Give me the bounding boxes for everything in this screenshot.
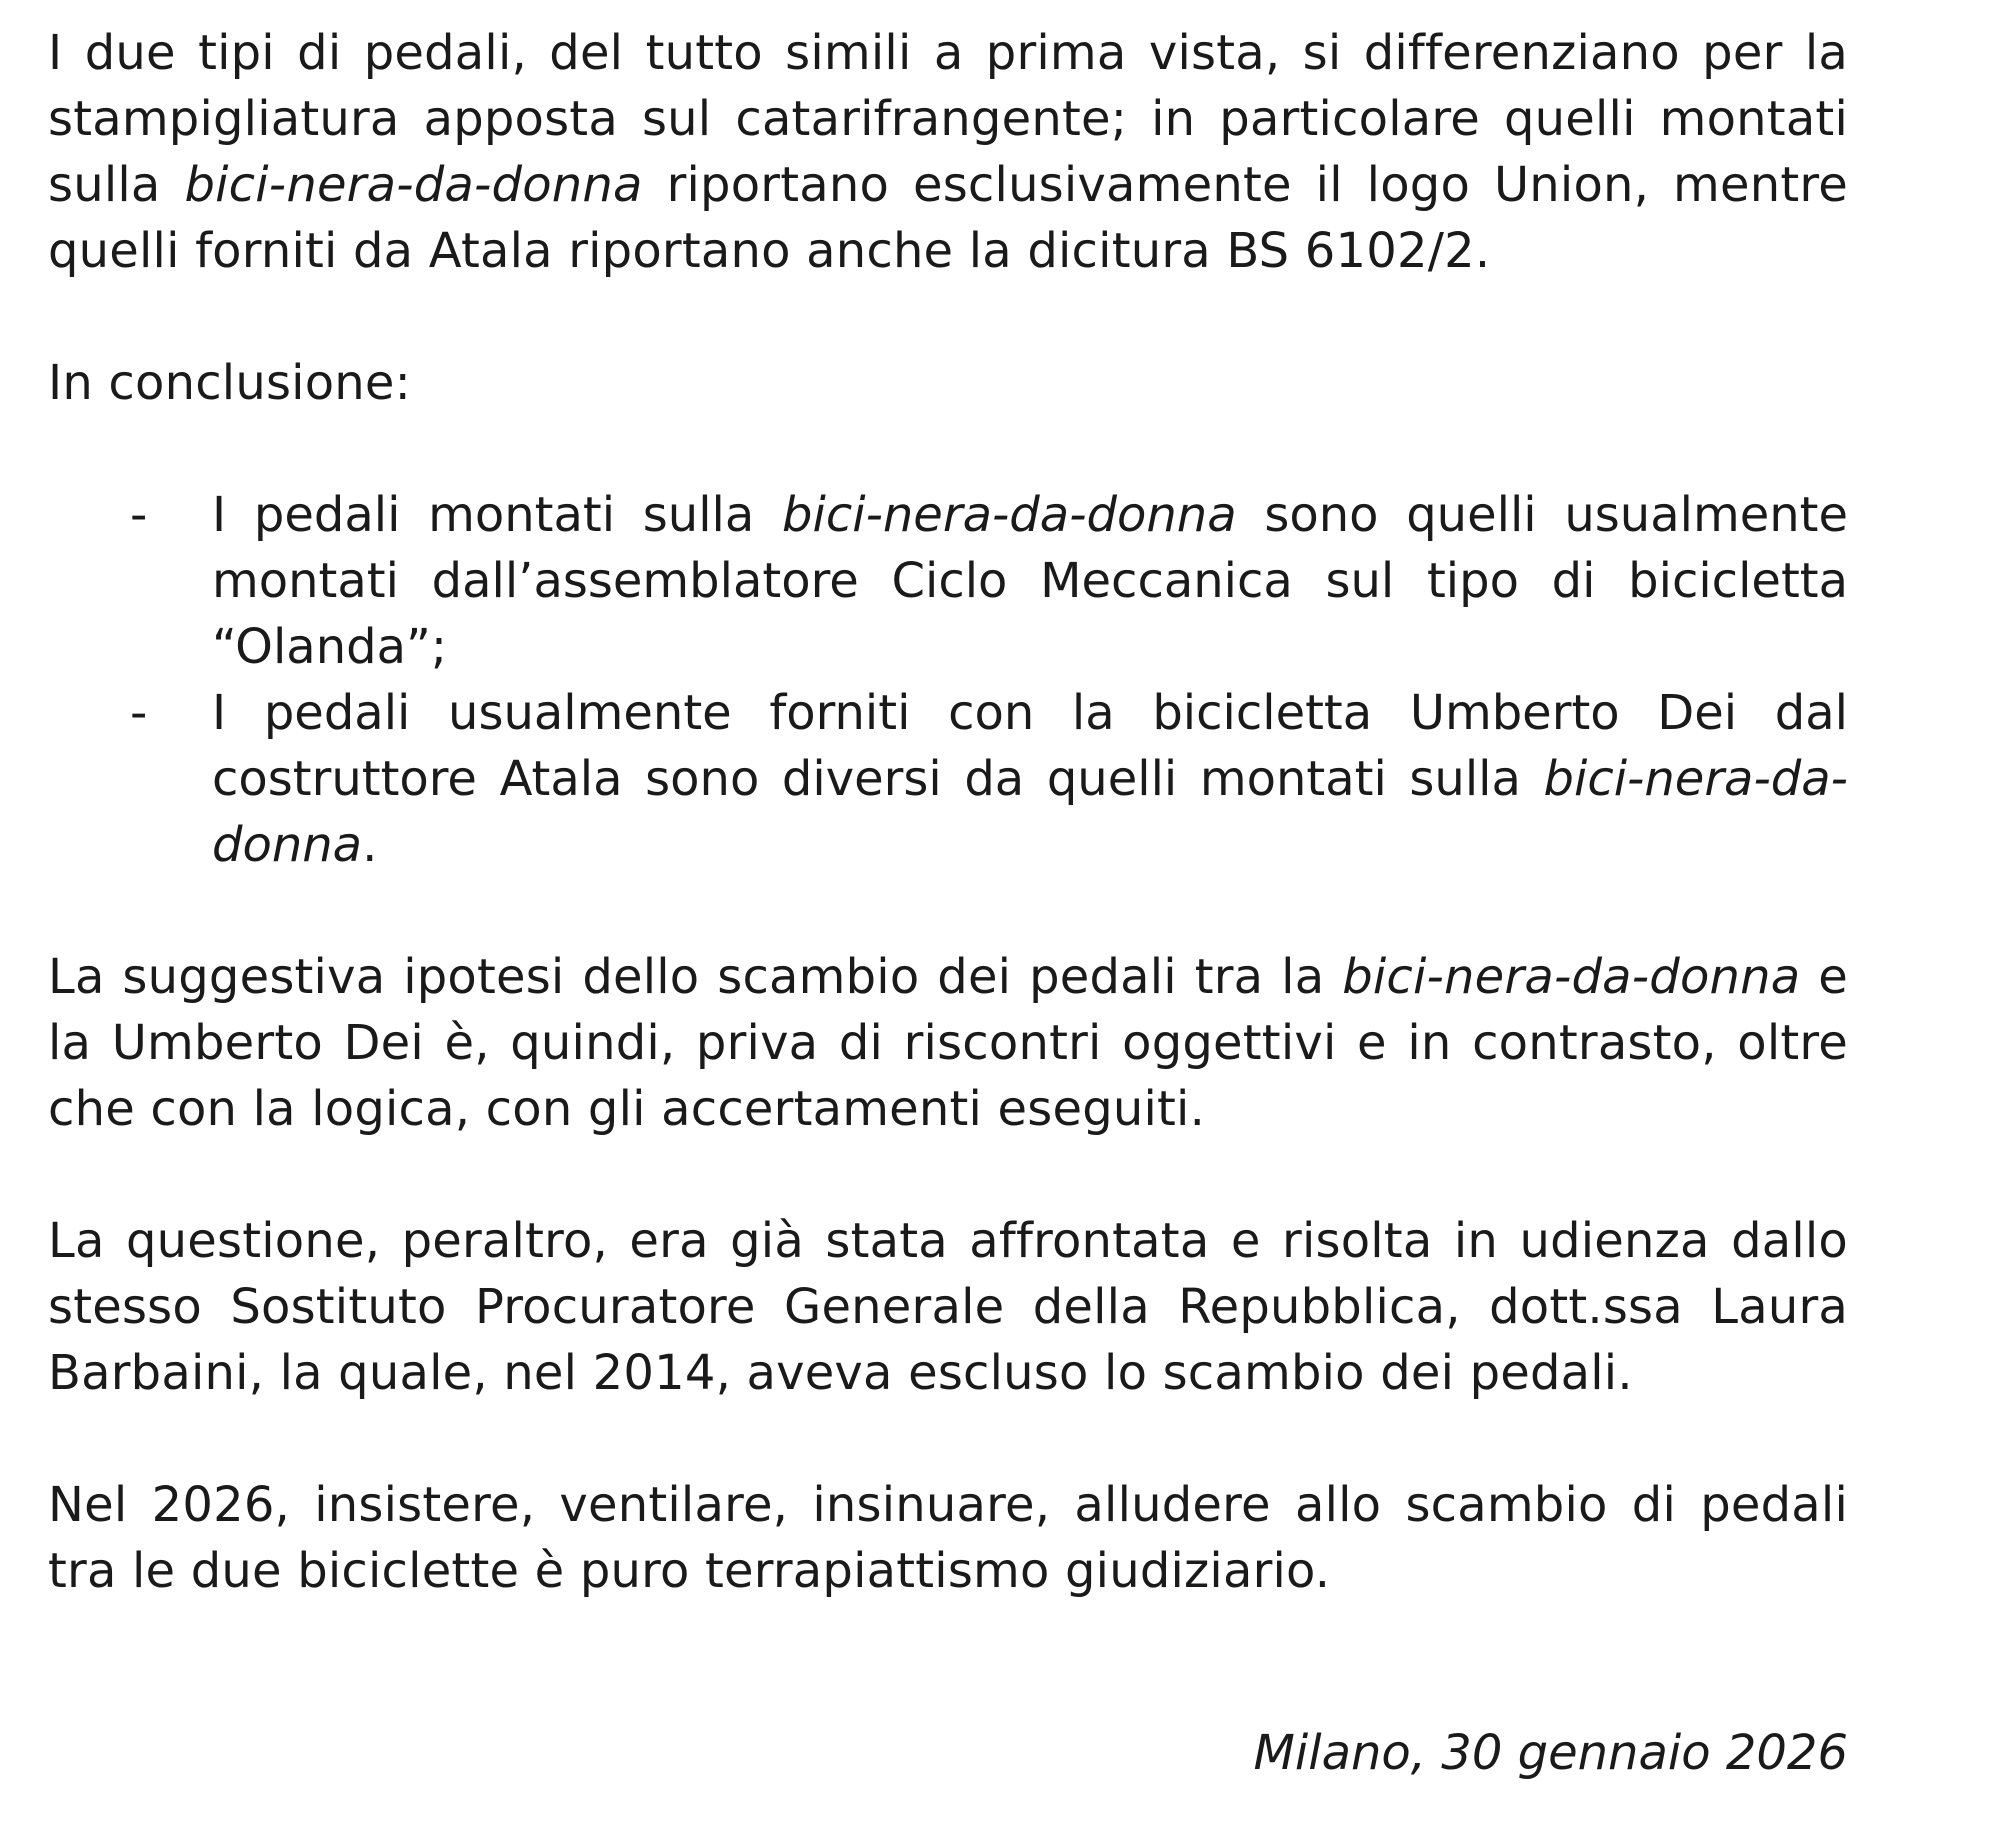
text: I pedali montati sulla — [212, 487, 783, 543]
place-date-signature: Milano, 30 gennaio 2026 — [1253, 1725, 1848, 1781]
text: sono quelli usualmente montati dall’assemblatore Ciclo Meccanica sul tipo di bicicletta “Olanda”; — [212, 487, 1849, 675]
list-item — [48, 680, 1848, 878]
paragraph-question-resolved: La questione, peraltro, era già stata affrontata e risolta in udienza dallo stesso Sostituto Procuratore Generale della Repubblica, dott.ssa Laura Barbaini, la quale, nel 2014, aveva escluso lo scambio dei pedali. — [48, 1213, 1848, 1401]
list-dash: - — [130, 685, 148, 741]
text: La suggestiva ipotesi dello scambio dei pedali tra la — [48, 949, 1343, 1005]
text: . — [362, 817, 378, 873]
list-item — [48, 482, 1848, 680]
conclusion-list — [48, 482, 1848, 878]
text: riportano esclusivamente il logo Union, mentre quelli forniti da Atala riportano anche la dicitura BS 6102/2. — [48, 157, 1848, 279]
paragraph-closing: Nel 2026, insistere, ventilare, insinuare, alludere allo scambio di pedali tra le due biciclette è puro terrapiattismo giudiziario. — [48, 1477, 1848, 1599]
italic-term: bici-nera-da-donna — [1342, 949, 1801, 1005]
list-dash: - — [130, 487, 148, 543]
text: I due tipi di pedali, del tutto simili a prima vista, si differenziano per la stampigliatura apposta sul catarifrangente; in particolare quelli montati sulla — [48, 25, 1848, 213]
paragraph-conclusion-heading: In conclusione: — [48, 355, 411, 411]
text: e la Umberto Dei è, quindi, priva di riscontri oggettivi e in contrasto, oltre che con la logica, con gli accertamenti eseguiti. — [48, 949, 1848, 1137]
italic-term: bici-nera-da-donna — [184, 157, 643, 213]
paragraph-pedal-types — [48, 20, 1848, 284]
italic-term: bici-nera-da-donna — [782, 487, 1237, 543]
text: I pedali usualmente forniti con la bicicletta Umberto Dei dal costruttore Atala sono diversi da quelli montati sulla — [212, 685, 1848, 807]
paragraph-hypothesis — [48, 944, 1848, 1142]
document-body — [48, 20, 1848, 1604]
italic-term: bici-nera-da-donna — [212, 751, 1848, 873]
